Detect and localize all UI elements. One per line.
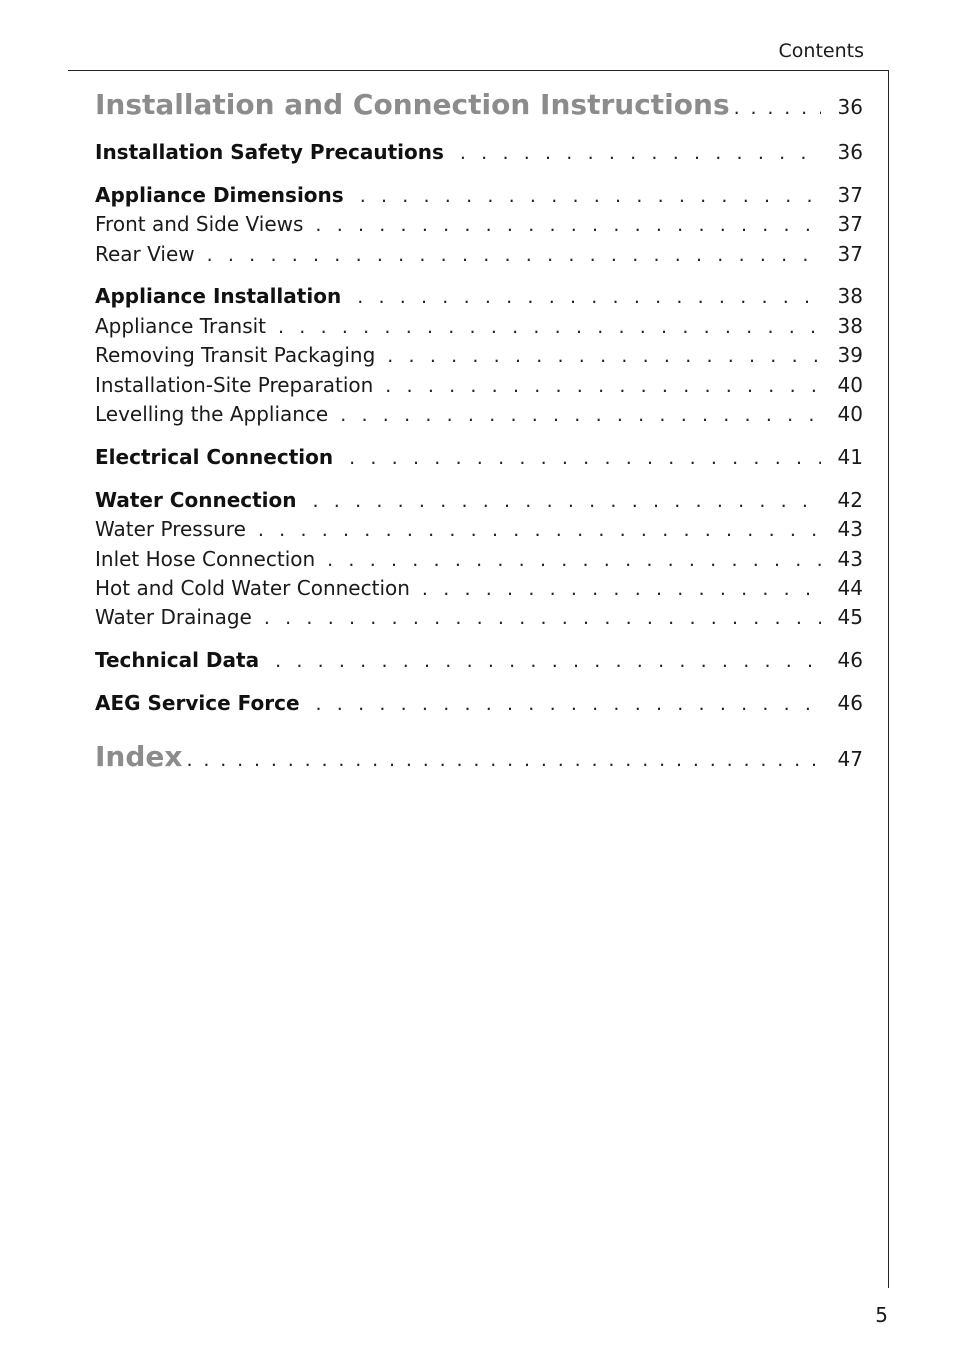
toc-entry <box>95 445 863 469</box>
toc-entry-title: Rear View <box>95 242 195 266</box>
toc-entry-title: Electrical Connection <box>95 445 334 469</box>
toc-entry-page: 41 <box>837 445 863 469</box>
toc-entry-title: Removing Transit Packaging <box>95 343 376 367</box>
toc-entry-page: 37 <box>837 212 863 236</box>
toc-entry <box>95 284 863 308</box>
dot-leader <box>264 607 821 629</box>
dot-leader <box>275 650 821 672</box>
toc-entry <box>95 691 863 715</box>
toc-entry-title: Water Drainage <box>95 605 252 629</box>
toc-entry-title: AEG Service Force <box>95 691 300 715</box>
dot-leader <box>327 549 821 571</box>
toc-entry <box>95 402 863 426</box>
toc-entry <box>95 740 863 773</box>
toc-entry-page: 38 <box>837 284 863 308</box>
toc-entry-page: 47 <box>837 747 863 771</box>
toc-entry-title: Hot and Cold Water Connection <box>95 576 410 600</box>
toc-entry-title: Index <box>95 740 183 773</box>
running-header: Contents <box>778 40 864 62</box>
toc-entry <box>95 212 863 236</box>
toc-entry-page: 38 <box>837 314 863 338</box>
dot-leader <box>340 404 821 426</box>
toc-entry <box>95 648 863 672</box>
toc-entry-page: 40 <box>837 402 863 426</box>
toc-entry-title: Installation-Site Preparation <box>95 373 374 397</box>
toc-entry <box>95 605 863 629</box>
dot-leader <box>422 578 821 600</box>
toc-entry-title: Front and Side Views <box>95 212 304 236</box>
toc-entry <box>95 242 863 266</box>
dot-leader <box>278 316 821 338</box>
toc-entry-title: Levelling the Appliance <box>95 402 329 426</box>
dot-leader <box>258 519 821 541</box>
toc-entry-page: 36 <box>837 95 863 119</box>
dot-leader <box>313 490 821 512</box>
toc-entry-title: Appliance Transit <box>95 314 267 338</box>
dot-leader <box>207 244 821 266</box>
toc-entry-page: 39 <box>837 343 863 367</box>
toc-entry-title: Water Connection <box>95 488 297 512</box>
toc-entry <box>95 88 863 121</box>
toc-entry-page: 44 <box>837 576 863 600</box>
toc-entry-page: 37 <box>837 183 863 207</box>
toc-entry-page: 45 <box>837 605 863 629</box>
toc-entry-page: 40 <box>837 373 863 397</box>
toc-entry-page: 46 <box>837 691 863 715</box>
dot-leader <box>387 345 821 367</box>
toc-entry <box>95 373 863 397</box>
toc-entry <box>95 517 863 541</box>
dot-leader <box>385 375 821 397</box>
dot-leader <box>360 185 821 207</box>
toc-entry <box>95 343 863 367</box>
toc-entry-page: 43 <box>837 547 863 571</box>
toc-entry-page: 37 <box>837 242 863 266</box>
toc-entry-title: Appliance Dimensions <box>95 183 344 207</box>
toc-entry-page: 43 <box>837 517 863 541</box>
toc-entry <box>95 547 863 571</box>
toc-entry <box>95 140 863 164</box>
toc-entry-page: 42 <box>837 488 863 512</box>
margin-rule <box>888 70 889 1288</box>
dot-leader <box>349 447 821 469</box>
toc-entry <box>95 183 863 207</box>
toc-entry-page: 46 <box>837 648 863 672</box>
page-number: 5 <box>875 1303 888 1327</box>
toc-entry-title: Technical Data <box>95 648 260 672</box>
dot-leader <box>734 97 821 119</box>
toc-entry <box>95 314 863 338</box>
toc-entry <box>95 488 863 512</box>
toc-entry-title: Appliance Installation <box>95 284 342 308</box>
dot-leader <box>357 286 821 308</box>
toc-entry <box>95 576 863 600</box>
toc-entry-title: Installation and Connection Instructions <box>95 88 730 121</box>
dot-leader <box>186 749 821 771</box>
toc-entry-title: Installation Safety Precautions <box>95 140 444 164</box>
dot-leader <box>316 693 821 715</box>
header-rule <box>68 70 889 71</box>
toc-entry-title: Water Pressure <box>95 517 246 541</box>
toc-entry-title: Inlet Hose Connection <box>95 547 316 571</box>
dot-leader <box>460 142 821 164</box>
toc-entry-page: 36 <box>837 140 863 164</box>
dot-leader <box>315 214 821 236</box>
